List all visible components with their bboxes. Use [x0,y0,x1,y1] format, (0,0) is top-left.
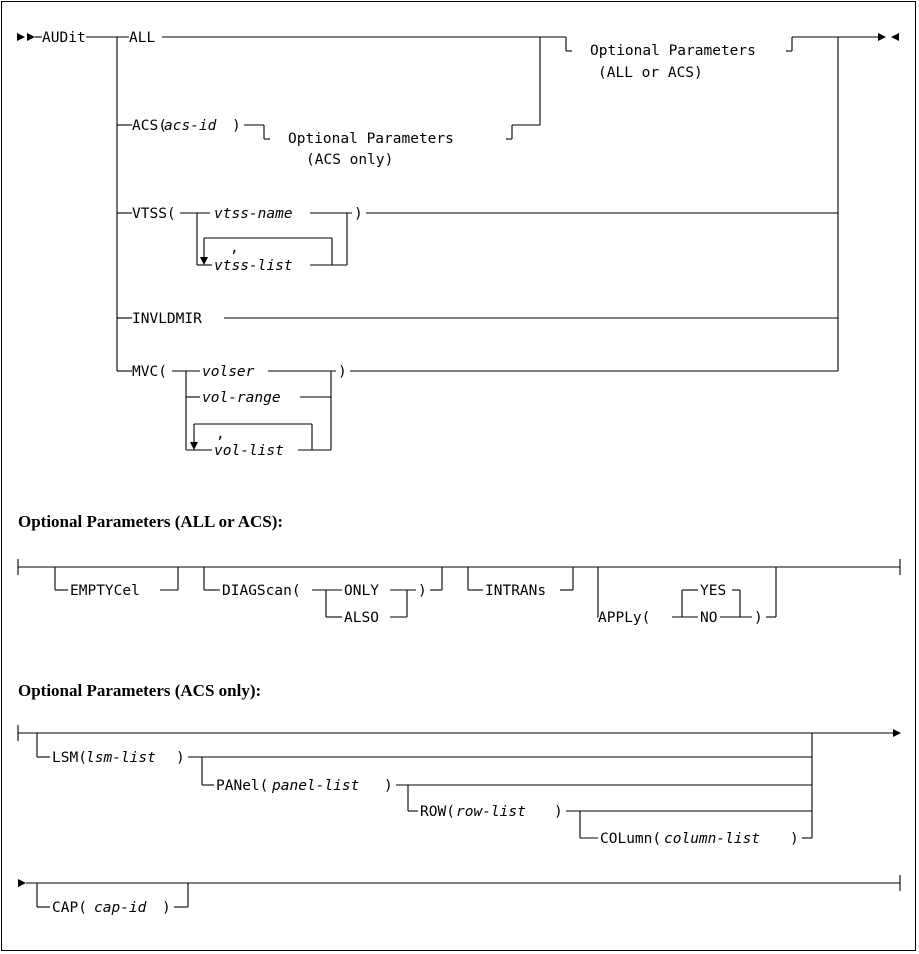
end-arrow-left [891,33,899,41]
volser-var: volser [202,364,255,380]
column-keyword: COLumn( [600,831,662,847]
vtss-name-var: vtss-name [214,206,293,222]
end-arrow-right [878,33,886,41]
opt-all-sub: (ALL or ACS) [598,65,703,81]
opt-all-label: Optional Parameters [590,43,756,59]
svg-text:): ) [354,206,363,222]
diagscan-also: ALSO [344,610,379,626]
opt-acs-sub: (ACS only) [306,152,394,168]
svg-text:): ) [418,583,427,599]
vol-repeat-arrow [190,442,198,450]
emptycel-keyword: EMPTYCel [70,583,140,599]
cap-var: cap-id [94,900,147,916]
end-arrows [878,33,899,41]
cap-keyword: CAP( [52,900,87,916]
row-var: row-list [456,804,526,820]
section2-continue-arrow [893,729,901,737]
acs-keyword: ACS( [132,118,167,134]
apply-no: NO [700,610,718,626]
svg-text:,: , [216,426,225,442]
diagscan-only: ONLY [344,583,379,599]
acs-id-var: acs-id [164,118,217,134]
apply-keyword: APPLy( [598,610,651,626]
vtss-keyword: VTSS( [132,206,176,222]
intrans-keyword: INTRANs [485,583,547,599]
start-arrows [17,33,35,41]
svg-text:): ) [338,364,347,380]
vtss-list-var: vtss-list [214,258,293,274]
all-keyword: ALL [129,30,156,46]
heading-acs-only: Optional Parameters (ACS only): [18,681,262,700]
apply-yes: YES [700,583,727,599]
lsm-var: lsm-list [86,750,156,766]
svg-text:): ) [176,750,185,766]
diagscan-keyword: DIAGScan( [222,583,301,599]
vtss-repeat-arrow [200,257,208,265]
svg-text:): ) [754,610,763,626]
svg-text:): ) [162,900,171,916]
svg-text:): ) [790,831,799,847]
vol-range-var: vol-range [202,390,281,406]
heading-all-or-acs: Optional Parameters (ALL or ACS): [18,512,284,531]
section2-resume-arrow [18,879,26,887]
start-arrow-2 [27,33,35,41]
svg-text:): ) [384,778,393,794]
vol-list-var: vol-list [214,443,284,459]
column-var: column-list [664,831,761,847]
lsm-keyword: LSM( [52,750,87,766]
invldmir-keyword: INVLDMIR [132,311,202,327]
mvc-keyword: MVC( [132,364,167,380]
row-keyword: ROW( [420,804,455,820]
panel-keyword: PANel( [216,778,269,794]
opt-acs-label: Optional Parameters [288,131,454,147]
panel-var: panel-list [272,778,360,794]
start-arrow-1 [17,33,25,41]
audit-keyword: AUDit [42,30,86,46]
svg-text:,: , [230,240,239,256]
svg-text:): ) [554,804,563,820]
svg-text:): ) [232,118,241,134]
